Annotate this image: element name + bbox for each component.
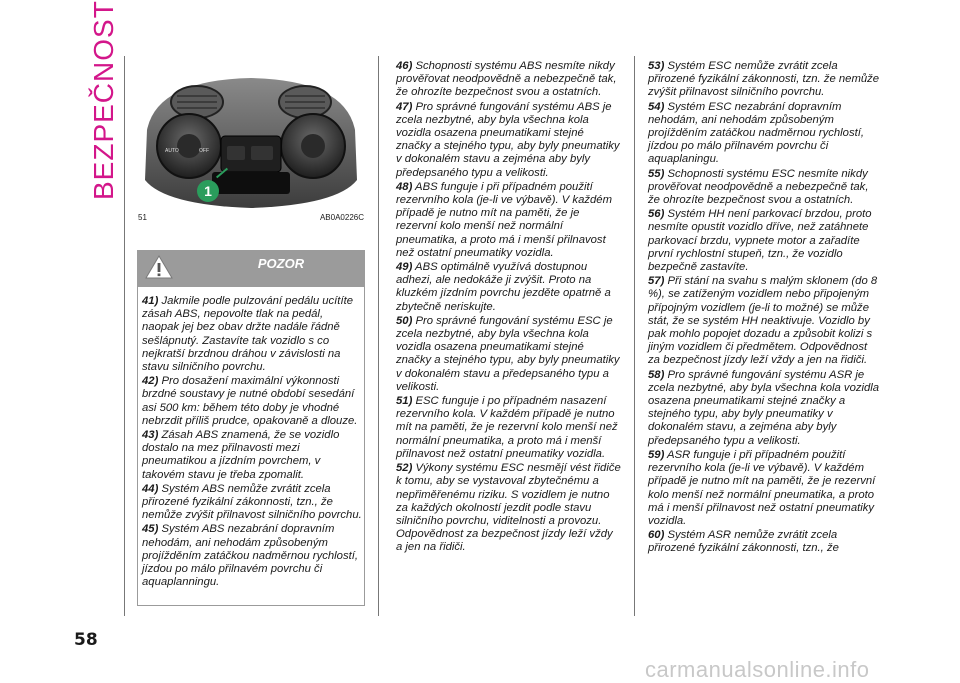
note-number: 52) (396, 462, 413, 475)
note-number: 41) (142, 295, 159, 307)
column-1 (142, 295, 362, 589)
note-paragraph (142, 375, 362, 428)
note-number: 48) (396, 180, 413, 193)
note-text: Systém ABS nemůže zvrátit zcela přirozené fyzikální zákonnosti, tzn., že nemůže zvýšit přilnavost silničního povrchu. (142, 482, 362, 522)
figure-caption (138, 213, 364, 222)
note-text: Zásah ABS znamená, že se vozidlo dostalo na mez přilnavosti mezi pneumatikou a jízdním povrchem, v takovém stavu je třeba zpomalit. (142, 429, 340, 481)
note-paragraph (396, 261, 622, 314)
note-number: 59) (648, 448, 665, 461)
note-text: Pro dosažení maximální výkonnosti brzdné soustavy je nutné období sesedání asi 500 km: během této doby je vhodné nebrzdit příliš prudce, opakovaně a dlouze. (142, 375, 358, 427)
column-2 (396, 60, 622, 556)
divider-mid (378, 56, 379, 616)
auto-label: AUTO (165, 148, 179, 154)
note-text: ABS funguje i při případném použití rezervního kola (je-li ve výbavě). V každém případě je nutno mít na paměti, že je rezervní kolo menší než normální pneumatika, a proto má i menší přilnavost než ostatní pneumatiky vozidla. (396, 180, 612, 259)
note-number: 55) (648, 167, 665, 180)
note-text: ABS optimálně využívá dostupnou adhezi, ale nedokáže ji zvýšit. Proto na kluzkém jízdním povrchu jezděte opatrně a zbytečně neriskujte. (396, 261, 611, 313)
note-number: 54) (648, 100, 665, 113)
note-paragraph (648, 60, 880, 100)
note-number: 46) (396, 60, 413, 72)
note-text: Systém ESC nemůže zvrátit zcela přirozené fyzikální zákonnosti, tzn. že nemůže zvýšit přilnavost silničního povrchu. (648, 60, 880, 99)
note-text: Schopnosti systému ABS nesmíte nikdy prověřovat neodpovědně a nebezpečně tak, že ohrozíte bezpečnost svou a ostatních. (396, 60, 617, 99)
note-paragraph (648, 369, 880, 448)
warning-header (137, 250, 365, 286)
section-title: BEZPEČNOST (88, 0, 119, 200)
note-paragraph (396, 181, 622, 260)
divider-right (634, 56, 635, 616)
note-number: 58) (648, 368, 665, 381)
note-paragraph (648, 101, 880, 167)
note-paragraph (396, 462, 622, 554)
note-paragraph (142, 523, 362, 589)
off-label: OFF (199, 148, 209, 154)
callout-number: 1 (204, 183, 212, 199)
note-number: 45) (142, 523, 159, 536)
figure-label: 51 (138, 213, 147, 222)
note-text: Při stání na svahu s malým sklonem (do 8 %), se zatíženým vozidlem nebo připojeným přípojným vozidlem (je-li to možné) se může stát, že se systém HH neaktivuje. Vozidlo by pak mohlo popojet dozadu a způsobit kolizi s jiným vozidlem či předmětem. Odpovědnost za bezpečnost jízdy leží vždy a jen na řidiči. (648, 275, 878, 367)
note-number: 60) (648, 529, 665, 542)
note-text: Pro správné fungování systému ESC je zcela nezbytné, aby byla všechna kola vozidla osazena pneumatikami stejné značky a stejného typu, aby byly pneumatiky v dokonalém stavu a předepsaného typu a velikosti. (396, 314, 620, 393)
note-text: Systém HH není parkovací brzdou, proto nesmíte opustit vozidlo dříve, než zatáhnete parkovací brzdu, vypnete motor a zařadíte první rychlostní stupeň, tzn., že vozidlo bezpečně zastavíte. (648, 208, 872, 274)
note-paragraph (648, 168, 880, 208)
note-paragraph (648, 449, 880, 528)
note-paragraph (648, 275, 880, 367)
note-number: 50) (396, 314, 413, 327)
note-text: Pro správné fungování systému ABS je zcela nezbytné, aby byla všechna kola vozidla osazena pneumatikami stejné značky a stejného typu, aby byly pneumatiky v dokonalém stavu a zejména aby byly předepsaného typu a velikosti. (396, 100, 620, 179)
note-paragraph (648, 529, 880, 555)
figure-code: AB0A0226C (319, 213, 364, 222)
note-paragraph (142, 483, 362, 523)
watermark: carmanualsonline.info (645, 657, 870, 682)
divider-left (124, 56, 125, 616)
note-text: Jakmile podle pulzování pedálu ucítíte zásah ABS, nepovolte tlak na pedál, naopak jej bez obav držte nadále řádně sešlápnutý. Zastavíte tak vozidlo s co nejkratší brzdnou dráhou v závislosti na stavu silničního povrchu. (142, 295, 354, 374)
note-text: Pro správné fungování systému ASR je zcela nezbytné, aby byla všechna kola vozidla osazena pneumatikami stejné značky a stejného typu, aby byly pneumatiky v dokonalém stavu, a zejména aby byly předepsaného typu a velikosti. (648, 368, 880, 447)
note-paragraph (142, 295, 362, 374)
note-text: Systém ABS nezabrání dopravním nehodám, ani nehodám způsobeným projížděním zatáčkou nadměrnou rychlostí, jízdou po málo přilnavém povrchu či aquaplanningu. (142, 523, 359, 589)
note-paragraph (396, 60, 622, 100)
note-paragraph (396, 315, 622, 394)
warning-box (137, 286, 365, 606)
note-text: ASR funguje i při případném použití rezervního kola (je-li ve výbavě). V každém případě je nutno mít na paměti, že je rezervní kolo menší než normální pneumatika, a proto má i menší přilnavost než ostatní pneumatiky vozidla. (648, 448, 876, 527)
note-number: 49) (396, 261, 413, 274)
figure-climate-panel (137, 60, 365, 215)
note-paragraph (142, 429, 362, 482)
column-3 (648, 60, 880, 557)
note-text: Výkony systému ESC nesmějí vést řidiče k tomu, aby se vystavoval zbytečnému a nepřiměřenému riziku. S vozidlem je nutno za každých okolností jezdit podle stavu silničního povrchu, viditelnosti a provozu. Odpovědnost za bezpečnost jízdy leží vždy a jen na řidiči. (396, 462, 621, 554)
note-number: 47) (396, 100, 413, 113)
note-text: ESC funguje i po případném nasazení rezervního kola. V každém případě je nutno mít na paměti, že je rezervní kolo menší než normální pneumatika, a proto má i menší přilnavost než ostatní pneumatiky vozidla. (396, 395, 618, 460)
climate-panel-photo (137, 60, 365, 215)
note-paragraph (396, 101, 622, 180)
note-number: 51) (396, 395, 413, 408)
note-number: 42) (142, 375, 159, 388)
note-number: 57) (648, 275, 665, 288)
note-paragraph (396, 395, 622, 461)
callout-marker (197, 180, 219, 202)
note-text: Systém ASR nemůže zvrátit zcela přirozené fyzikální zákonnosti, tzn., že (648, 529, 839, 555)
page-number: 58 (74, 630, 98, 650)
note-number: 53) (648, 60, 665, 72)
note-number: 44) (142, 482, 159, 495)
note-text: Systém ESC nezabrání dopravním nehodám, ani nehodám způsobeným projížděním zatáčkou nadměrnou rychlostí, jízdou po málo přilnavém povrchu či aquaplaningu. (648, 100, 865, 166)
note-text: Schopnosti systému ESC nesmíte nikdy prověřovat neodpovědně a nebezpečně tak, že ohrozíte bezpečnost svou a ostatních. (648, 167, 869, 207)
note-number: 56) (648, 208, 665, 221)
note-number: 43) (142, 429, 159, 442)
warning-title: POZOR (257, 256, 305, 271)
note-paragraph (648, 208, 880, 274)
section-title-vertical (80, 0, 120, 210)
